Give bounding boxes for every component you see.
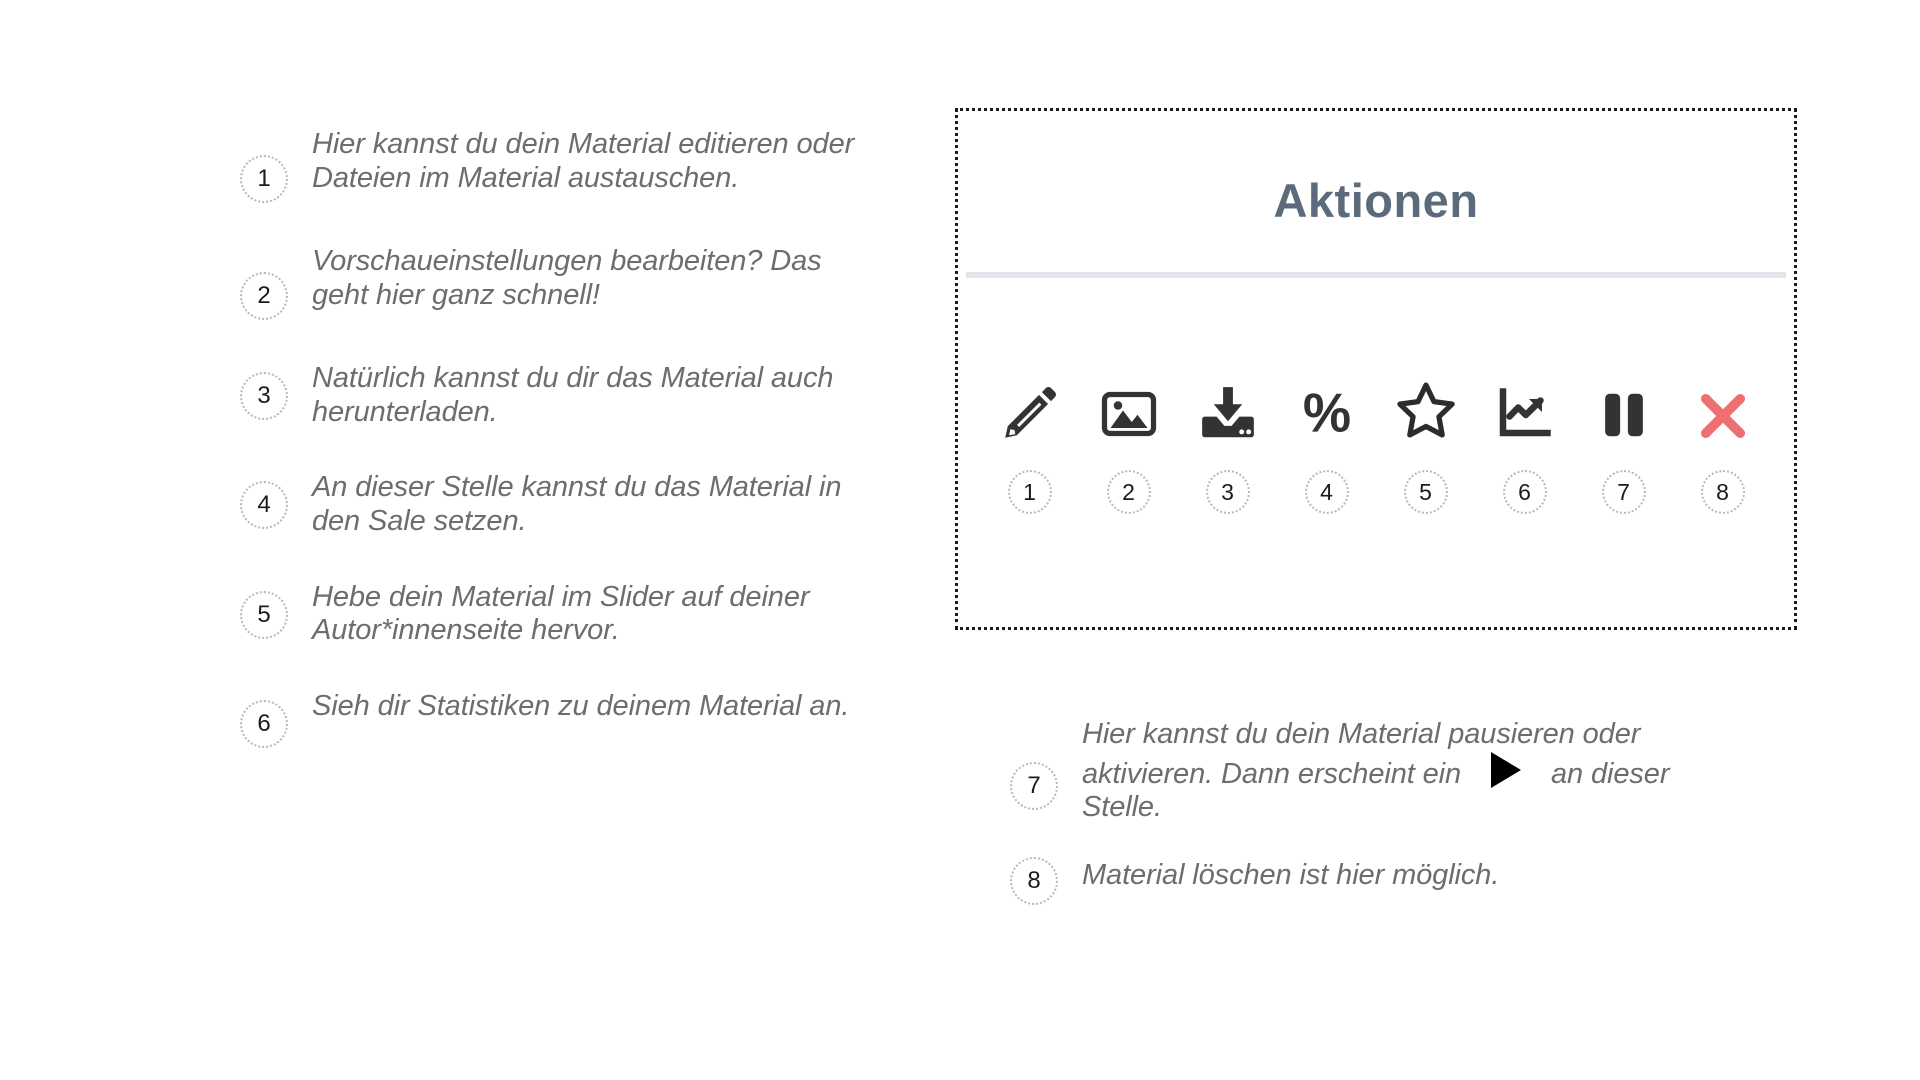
marker-badge-4: 4 [1305, 470, 1349, 514]
marker-cell-8 [1673, 470, 1772, 514]
action-icon-row [958, 376, 1794, 444]
action-button-statistics[interactable] [1475, 376, 1574, 444]
legend-item-text: Hier kannst du dein Material editieren oder Dateien im Material austauschen. [312, 128, 855, 194]
action-button-feature-slider[interactable] [1376, 376, 1475, 444]
download-icon [1197, 382, 1259, 444]
legend-number-badge: 4 [240, 481, 288, 529]
actions-panel [955, 108, 1797, 630]
action-marker-row [958, 470, 1794, 514]
image-icon [1099, 384, 1159, 444]
legend-item-1 [240, 128, 860, 203]
left-legend-list [240, 128, 860, 748]
pencil-icon [999, 382, 1061, 444]
marker-cell-7 [1574, 470, 1673, 514]
marker-cell-6 [1475, 470, 1574, 514]
legend-item-4 [240, 471, 860, 538]
legend-number-badge: 1 [240, 155, 288, 203]
panel-title: Aktionen [1273, 174, 1479, 227]
legend-number-badge: 8 [1010, 857, 1058, 905]
legend-item-text: Vorschaueinstellungen bearbeiten? Das geht hier ganz schnell! [312, 245, 822, 311]
action-button-pause[interactable] [1574, 376, 1673, 444]
marker-badge-5: 5 [1404, 470, 1448, 514]
legend-number-badge: 2 [240, 272, 288, 320]
legend-item-8 [1010, 859, 1710, 905]
legend-item-text: Material löschen ist hier möglich. [1082, 858, 1500, 891]
marker-cell-5 [1376, 470, 1475, 514]
marker-badge-6: 6 [1503, 470, 1547, 514]
marker-cell-4 [1277, 470, 1376, 514]
marker-badge-3: 3 [1206, 470, 1250, 514]
legend-item-text: Sieh dir Statistiken zu deinem Material an. [312, 689, 850, 722]
play-icon [1491, 752, 1521, 788]
marker-badge-7: 7 [1602, 470, 1646, 514]
delete-close-icon [1695, 388, 1751, 444]
action-button-download[interactable] [1178, 376, 1277, 444]
legend-number-badge: 7 [1010, 762, 1058, 810]
legend-item-text: An dieser Stelle kannst du das Material in den Sale setzen. [312, 471, 842, 537]
legend-number-badge: 3 [240, 372, 288, 420]
action-button-sale[interactable] [1277, 376, 1376, 444]
marker-badge-8: 8 [1701, 470, 1745, 514]
legend-item-text: Hebe dein Material im Slider auf deiner Autor*innenseite hervor. [312, 580, 810, 647]
legend-item-6 [240, 690, 860, 748]
marker-badge-2: 2 [1107, 470, 1151, 514]
legend-item-3 [240, 362, 860, 429]
bottom-legend-list [1010, 718, 1710, 939]
legend-item-5 [240, 581, 860, 648]
legend-item-text: Natürlich kannst du dir das Material auch herunterladen. [312, 362, 834, 428]
pause-icon [1595, 386, 1653, 444]
percent-icon [1296, 382, 1358, 444]
action-button-preview-image[interactable] [1079, 376, 1178, 444]
legend-number-badge: 5 [240, 591, 288, 639]
legend-item-text-after: an dieser Stelle. [1082, 757, 1670, 824]
marker-badge-1: 1 [1008, 470, 1052, 514]
star-icon [1393, 378, 1459, 444]
marker-cell-1 [980, 470, 1079, 514]
legend-item-2 [240, 245, 860, 320]
statistics-chart-icon [1495, 384, 1555, 444]
legend-number-badge: 6 [240, 700, 288, 748]
marker-cell-2 [1079, 470, 1178, 514]
action-button-delete[interactable] [1673, 376, 1772, 444]
legend-item-7 [1010, 718, 1710, 825]
action-button-edit[interactable] [980, 376, 1079, 444]
marker-cell-3 [1178, 470, 1277, 514]
legend-item-text-before: Hier kannst du dein Material pausieren oder aktivieren. Dann erscheint ein [1082, 718, 1641, 790]
panel-divider [966, 272, 1786, 278]
legend-item-text [1082, 718, 1710, 825]
svg-text:%: % [1302, 383, 1351, 444]
